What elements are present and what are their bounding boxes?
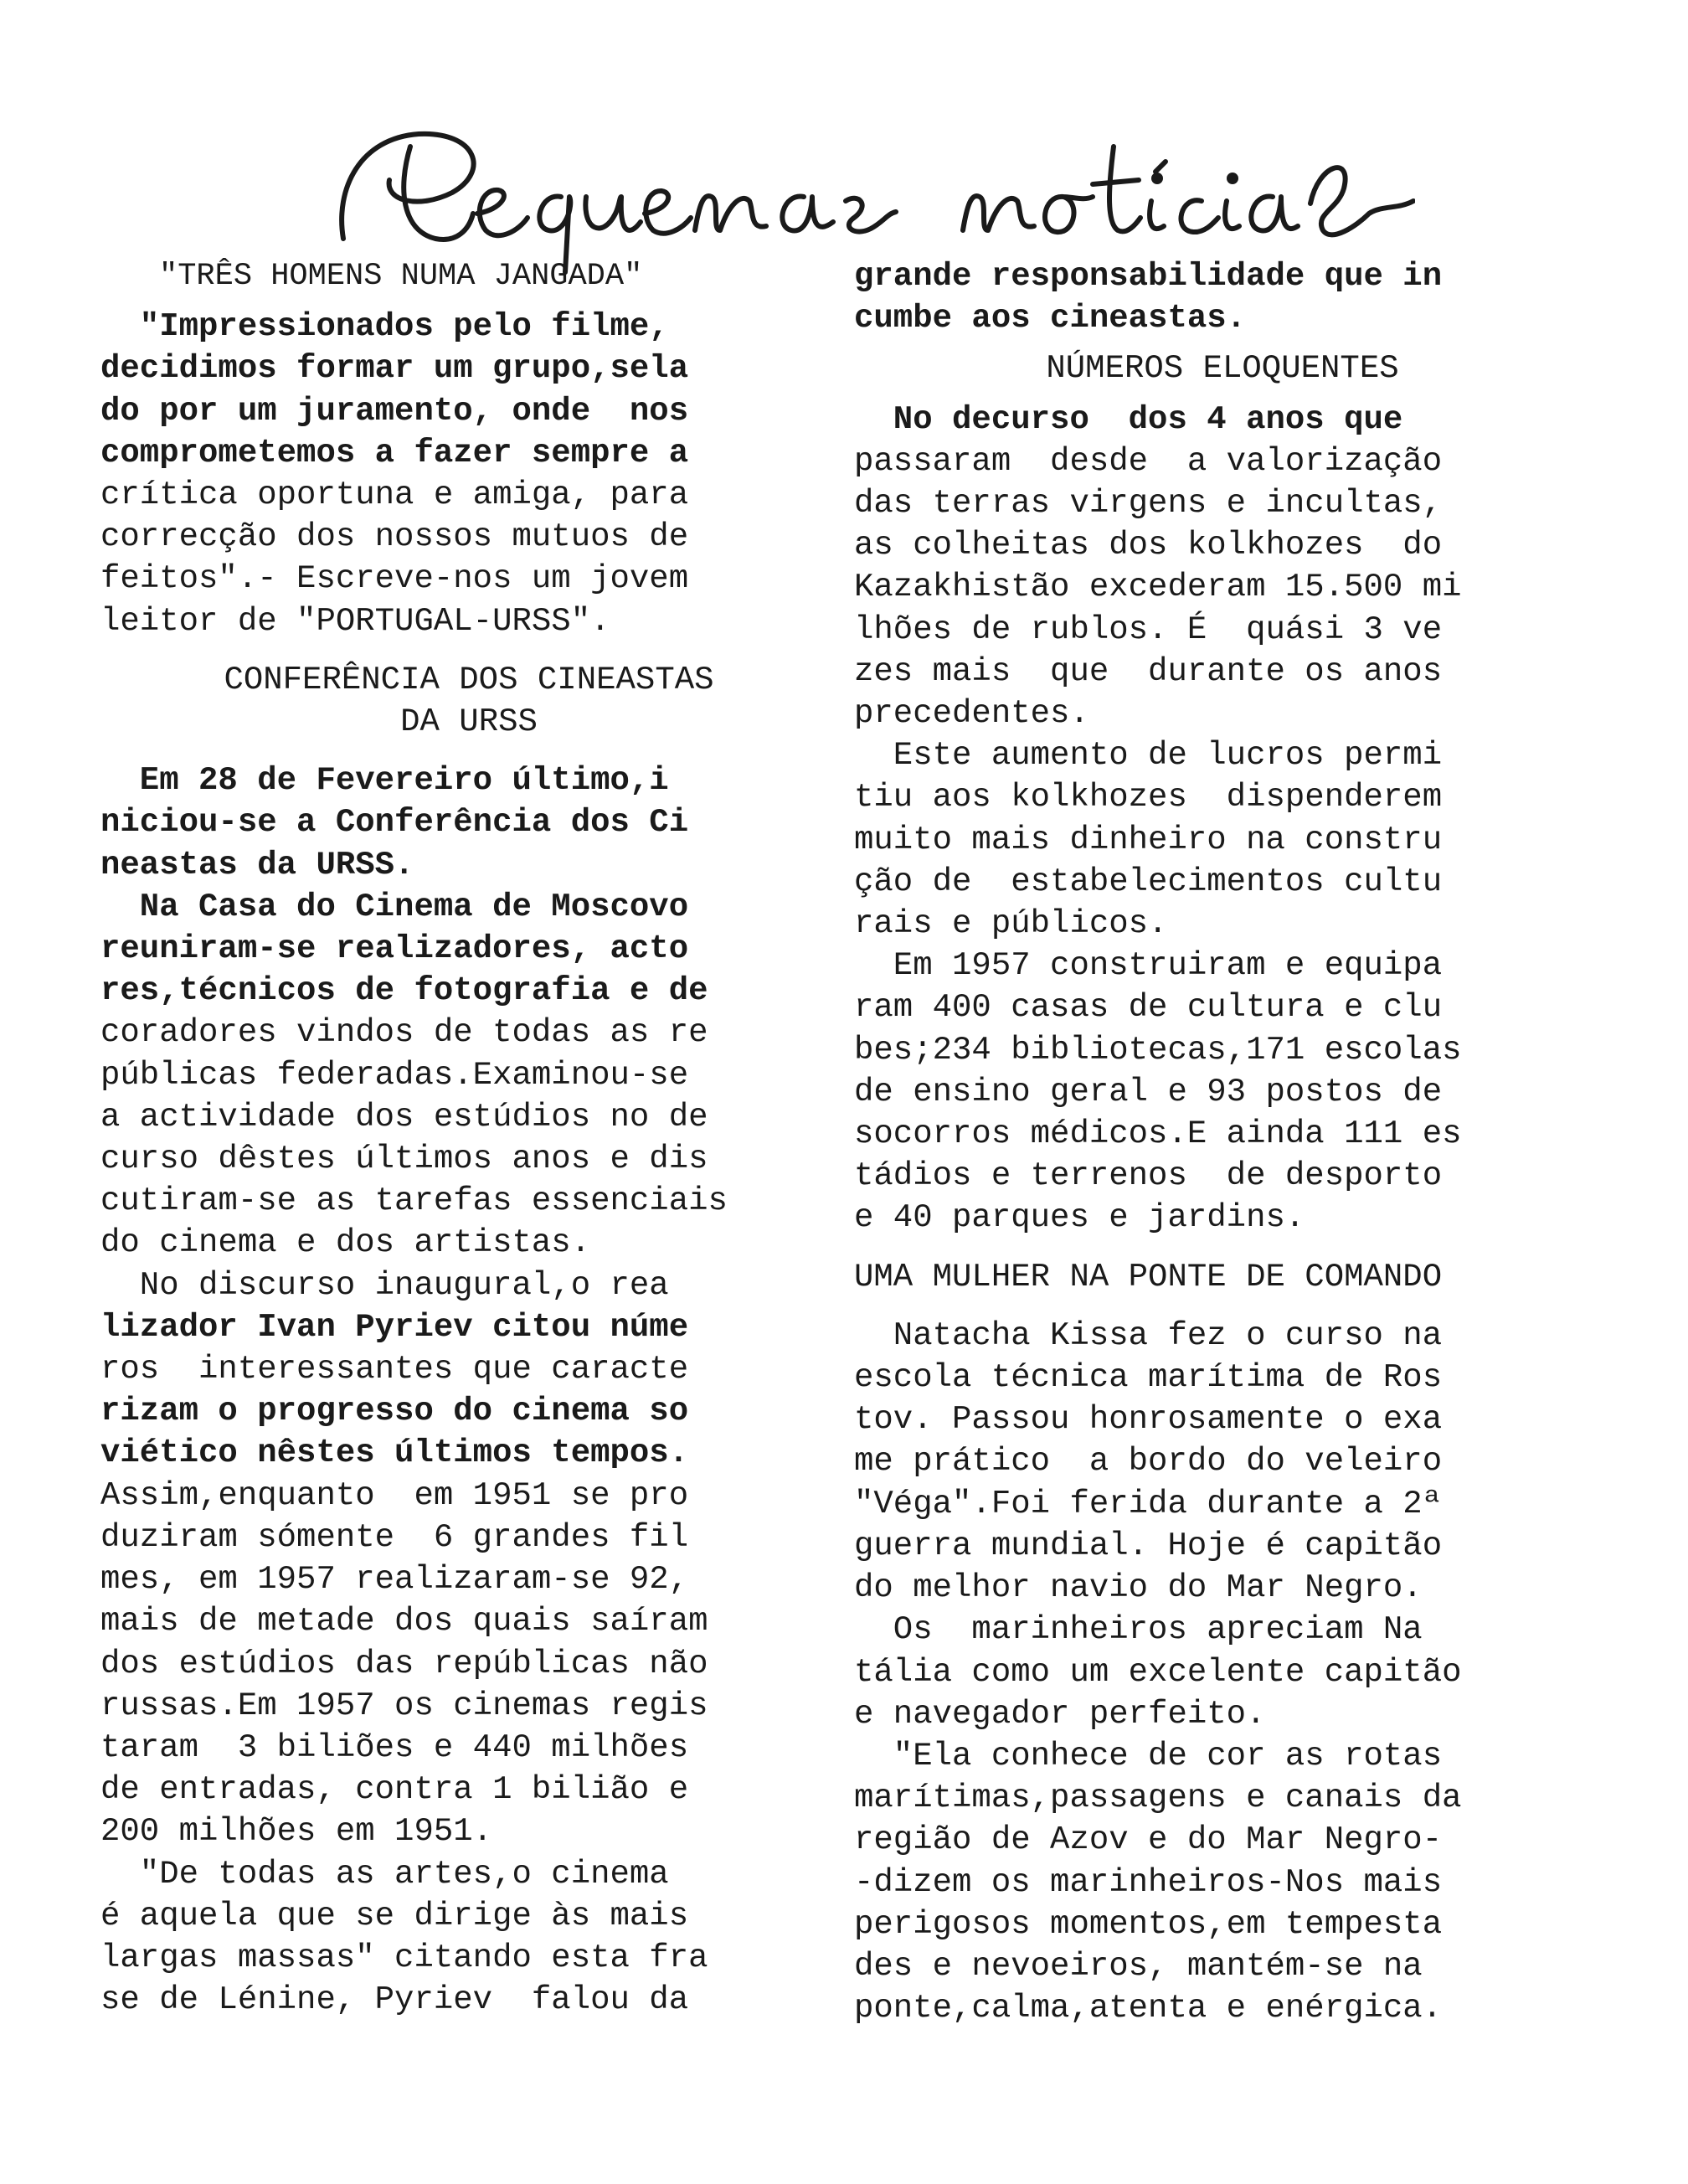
text-line: feitos".- Escreve-nos um jovem	[100, 560, 689, 598]
text-line: do por um juramento, onde nos	[100, 392, 689, 430]
text-line: taram 3 biliões e 440 milhões	[100, 1728, 689, 1766]
article-conferencia-bold-3	[100, 1390, 837, 1474]
text-line: decidimos formar um grupo,sela	[100, 350, 689, 388]
text-line: No discurso inaugural,o rea	[100, 1266, 669, 1304]
text-line: perigosos momentos,em tempesta	[854, 1905, 1443, 1943]
text-line: se de Lénine, Pyriev falou da	[100, 1981, 689, 2019]
text-line: "De todas as artes,o cinema	[100, 1855, 669, 1893]
text-line: 200 milhões em 1951.	[100, 1813, 493, 1851]
text-line: Assim,enquanto em 1951 se pro	[100, 1476, 689, 1514]
section-heading-mulher: UMA MULHER NA PONTE DE COMANDO	[854, 1258, 1443, 1295]
text-line: -dizem os marinheiros-Nos mais	[854, 1863, 1443, 1901]
text-line: ção de estabelecimentos cultu	[854, 863, 1443, 900]
section-heading-conferencia-1: CONFERÊNCIA DOS CINEASTAS	[224, 661, 714, 698]
text-line: mais de metade dos quais saíram	[100, 1603, 708, 1641]
text-line: grande responsabilidade que in	[854, 258, 1443, 295]
text-line: a actividade dos estúdios no de	[100, 1098, 708, 1136]
text-line: as colheitas dos kolkhozes do	[854, 527, 1443, 564]
text-line: Em 1957 construiram e equipa	[854, 947, 1443, 985]
right-column	[854, 255, 1591, 2029]
text-line: "Ela conhece de cor as rotas	[854, 1737, 1443, 1774]
text-line: correcção dos nossos mutuos de	[100, 518, 689, 556]
text-line: dos estúdios das repúblicas não	[100, 1645, 708, 1682]
text-line: reuniram-se realizadores, acto	[100, 930, 689, 968]
text-line: leitor de "PORTUGAL-URSS".	[100, 602, 610, 640]
text-line: é aquela que se dirige às mais	[100, 1897, 689, 1934]
text-line: "Impressionados pelo filme,	[100, 308, 669, 346]
text-line: do melhor navio do Mar Negro.	[854, 1569, 1423, 1607]
text-line: neastas da URSS.	[100, 846, 414, 883]
text-line: rais e públicos.	[854, 905, 1168, 943]
text-line: curso dêstes últimos anos e dis	[100, 1141, 708, 1178]
text-line: das terras virgens e incultas,	[854, 485, 1443, 523]
article-numeros-bold	[854, 399, 1591, 440]
text-line: Kazakhistão excederam 15.500 mi	[854, 569, 1462, 606]
text-line: me prático a bordo do veleiro	[854, 1443, 1443, 1481]
text-line: niciou-se a Conferência dos Ci	[100, 804, 689, 842]
text-line: russas.Em 1957 os cinemas regis	[100, 1687, 708, 1724]
article-conferencia-bold	[100, 760, 837, 1012]
text-line: marítimas,passagens e canais da	[854, 1780, 1462, 1817]
text-line: de entradas, contra 1 bilião e	[100, 1771, 689, 1809]
text-line: região de Azov e do Mar Negro-	[854, 1821, 1443, 1859]
text-line: zes mais que durante os anos	[854, 652, 1443, 690]
article-conferencia-3	[100, 1475, 837, 2022]
text-line: precedentes.	[854, 695, 1089, 733]
text-line: coradores vindos de todas as re	[100, 1014, 708, 1052]
text-line: Na Casa do Cinema de Moscovo	[100, 888, 689, 925]
text-line: ros interessantes que caracte	[100, 1351, 689, 1388]
text-line: de ensino geral e 93 postos de	[854, 1073, 1443, 1110]
text-line: muito mais dinheiro na constru	[854, 821, 1443, 858]
text-line: guerra mundial. Hoje é capitão	[854, 1527, 1443, 1564]
text-line: bes;234 bibliotecas,171 escolas	[854, 1031, 1462, 1069]
left-column	[100, 255, 837, 2021]
article-continuation	[854, 255, 1591, 339]
text-line: cutiram-se as tarefas essenciais	[100, 1182, 728, 1220]
text-line: lizador Ivan Pyriev citou núme	[100, 1308, 689, 1346]
article-numeros	[854, 440, 1591, 1239]
text-line: lhões de rublos. É quási 3 ve	[854, 610, 1443, 648]
text-line: crítica oportuna e amiga, para	[100, 476, 689, 514]
section-heading-numeros: NÚMEROS ELOQUENTES	[1046, 350, 1399, 388]
text-line: "Véga".Foi ferida durante a 2ª	[854, 1485, 1443, 1522]
text-line: tália como um excelente capitão	[854, 1653, 1462, 1691]
article-conferencia-bold-2	[100, 1306, 837, 1348]
text-line: e navegador perfeito.	[854, 1695, 1266, 1733]
text-line: ram 400 casas de cultura e clu	[854, 989, 1443, 1027]
text-line: Natacha Kissa fez o curso na	[854, 1316, 1443, 1354]
article-tres-homens-cont	[100, 474, 837, 642]
text-line: mes, em 1957 realizaram-se 92,	[100, 1561, 689, 1599]
text-line: des e nevoeiros, mantém-se na	[854, 1947, 1423, 1985]
text-line: escola técnica marítima de Ros	[854, 1359, 1443, 1397]
text-line: cumbe aos cineastas.	[854, 300, 1247, 337]
text-line: tov. Passou honrosamente o exa	[854, 1401, 1443, 1439]
article-tres-homens	[100, 306, 837, 474]
text-line: tiu aos kolkhozes dispenderem	[854, 779, 1443, 816]
section-heading-tres-homens: "TRÊS HOMENS NUMA JANGADA"	[159, 259, 643, 294]
text-line: do cinema e dos artistas.	[100, 1224, 591, 1262]
text-line: largas massas" citando esta fra	[100, 1939, 708, 1976]
text-line: duziram sómente 6 grandes fil	[100, 1518, 689, 1556]
text-line: e 40 parques e jardins.	[854, 1199, 1305, 1237]
text-line: Este aumento de lucros permi	[854, 737, 1443, 775]
text-line: públicas federadas.Examinou-se	[100, 1056, 689, 1094]
text-line: res,técnicos de fotografia e de	[100, 972, 708, 1010]
text-line: passaram desde a valorização	[854, 442, 1443, 480]
text-line: comprometemos a fazer sempre a	[100, 434, 689, 471]
text-line: rizam o progresso do cinema so	[100, 1393, 689, 1430]
text-line: Os marinheiros apreciam Na	[854, 1611, 1423, 1649]
text-line: tádios e terrenos de desporto	[854, 1157, 1443, 1195]
article-mulher	[854, 1315, 1591, 2029]
text-line: Em 28 de Fevereiro último,i	[100, 762, 669, 800]
article-conferencia	[100, 1012, 837, 1306]
text-line: viético nêstes últimos tempos.	[100, 1435, 689, 1472]
text-line: socorros médicos.E ainda 111 es	[854, 1115, 1462, 1153]
section-heading-conferencia-2: DA URSS	[400, 703, 538, 741]
article-conferencia-2	[100, 1348, 837, 1390]
text-line: ponte,calma,atenta e enérgica.	[854, 1990, 1443, 2027]
text-line: No decurso dos 4 anos que	[854, 400, 1403, 438]
